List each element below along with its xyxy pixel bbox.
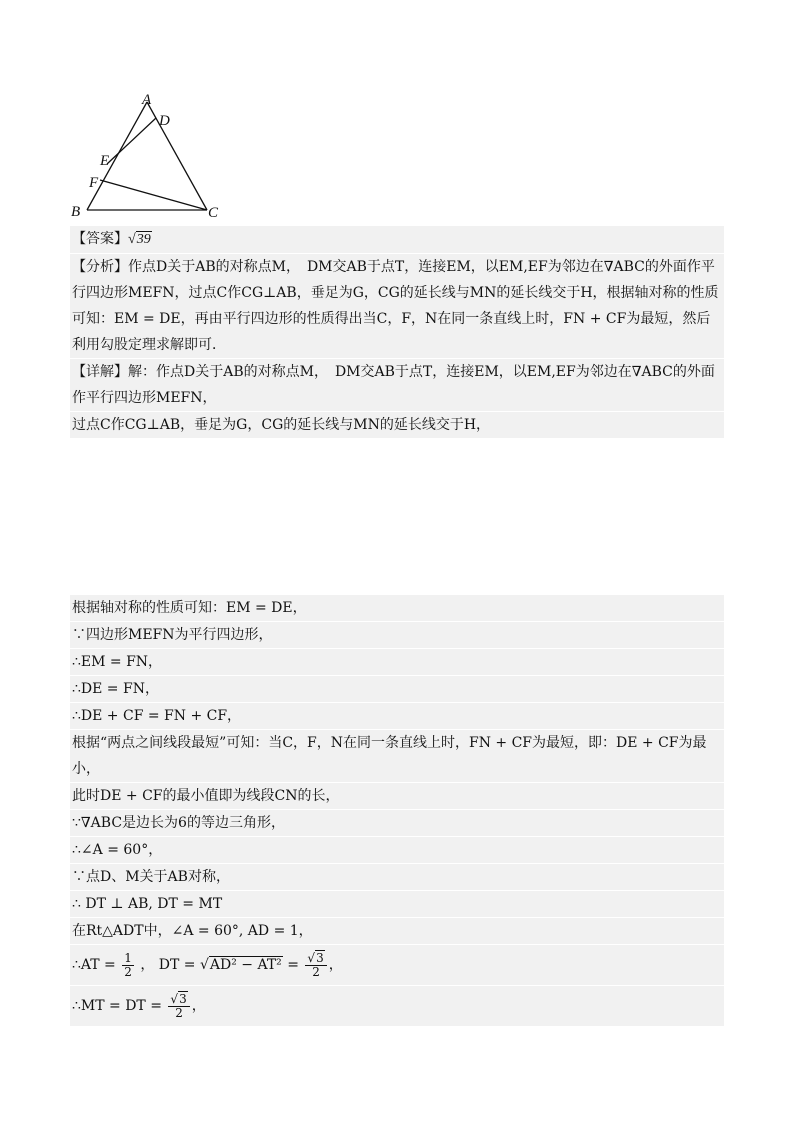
step-4: ∴DE = FN， [70,676,724,702]
step-3: ∴EM = FN， [70,649,724,675]
segment-AB [87,102,147,210]
step-10: ∵点D、M关于AB对称， [70,864,724,890]
step-8: ∵∇ABC是边长为6的等边三角形， [70,810,724,836]
detail-line-2: 过点C作CG⊥AB，垂足为G，CG的延长线与MN的延长线交于H， [70,412,724,438]
solution-content [70,226,724,1027]
analysis-row [70,254,724,358]
label-F: F [89,175,99,191]
step-9: ∴∠A = 60°， [70,837,724,863]
segment-FC [100,180,207,210]
step-2: ∵四边形MEFN为平行四边形， [70,622,724,648]
label-E: E [100,153,110,169]
label-D: D [159,113,170,129]
segment-DE [107,118,156,164]
step-5: ∴DE + CF = FN + CF， [70,703,724,729]
step-7: 此时DE + CF的最小值即为线段CN的长， [70,783,724,809]
triangle-figure-1 [62,88,242,228]
analysis-text: 作点D关于AB的对称点M， DM交AB于点T，连接EM，以EM,EF为邻边在∇ABC的外面作平行四边形MEFN，过点C作CG⊥AB，垂足为G，CG的延长线与MN的延长线交于H，根据轴对称的性质可知：EM = DE，再由平行四边形的性质得出当C，F，N在同一条直线上时，FN + CF为最短，然后利用勾股定理求解即可． [72,259,719,353]
fraction-root3-over-2-mt: $\frac{√3}{2}$ [168,993,189,1020]
sqrt-radicand: AD² − AT² [209,957,282,973]
detail-row [70,359,724,411]
fraction-root3-over-2: $\frac{√3}{2}$ [305,952,326,979]
answer-row: 【答案】√39 [70,226,724,253]
detail-line-1: 解：作点D关于AB的对称点M， DM交AB于点T，连接EM，以EM,EF为邻边在∇ABC的外面作平行四边形MEFN， [72,364,715,406]
step-6: 根据“两点之间线段最短”可知：当C，F，N在同一条直线上时，FN + CF为最短，即：DE + CF为最小， [70,730,724,782]
detail-tag: 【详解】 [72,364,128,380]
step-11: ∴ DT ⊥ AB, DT = MT [70,891,724,917]
analysis-tag: 【分析】 [72,259,128,275]
equation-mt: ∴MT = DT = $\frac{√3}{2}$ ， [70,986,724,1026]
label-B: B [71,204,81,220]
step-1: 根据轴对称的性质可知：EM = DE， [70,595,724,621]
label-A: A [142,92,152,108]
figure-2-space [70,439,724,595]
label-C: C [208,205,219,221]
equation-at-dt: ∴AT = $\frac{1}{2}$ ， DT = √AD² − AT² = $\frac{√3}{2}$ ， [70,945,724,985]
answer-value: 39 [136,232,151,247]
fraction-one-half: $\frac{1}{2}$ [124,950,132,979]
answer-tag: 【答案】 [72,231,128,247]
step-12: 在Rt△ADT中，∠A = 60°, AD = 1， [70,918,724,944]
